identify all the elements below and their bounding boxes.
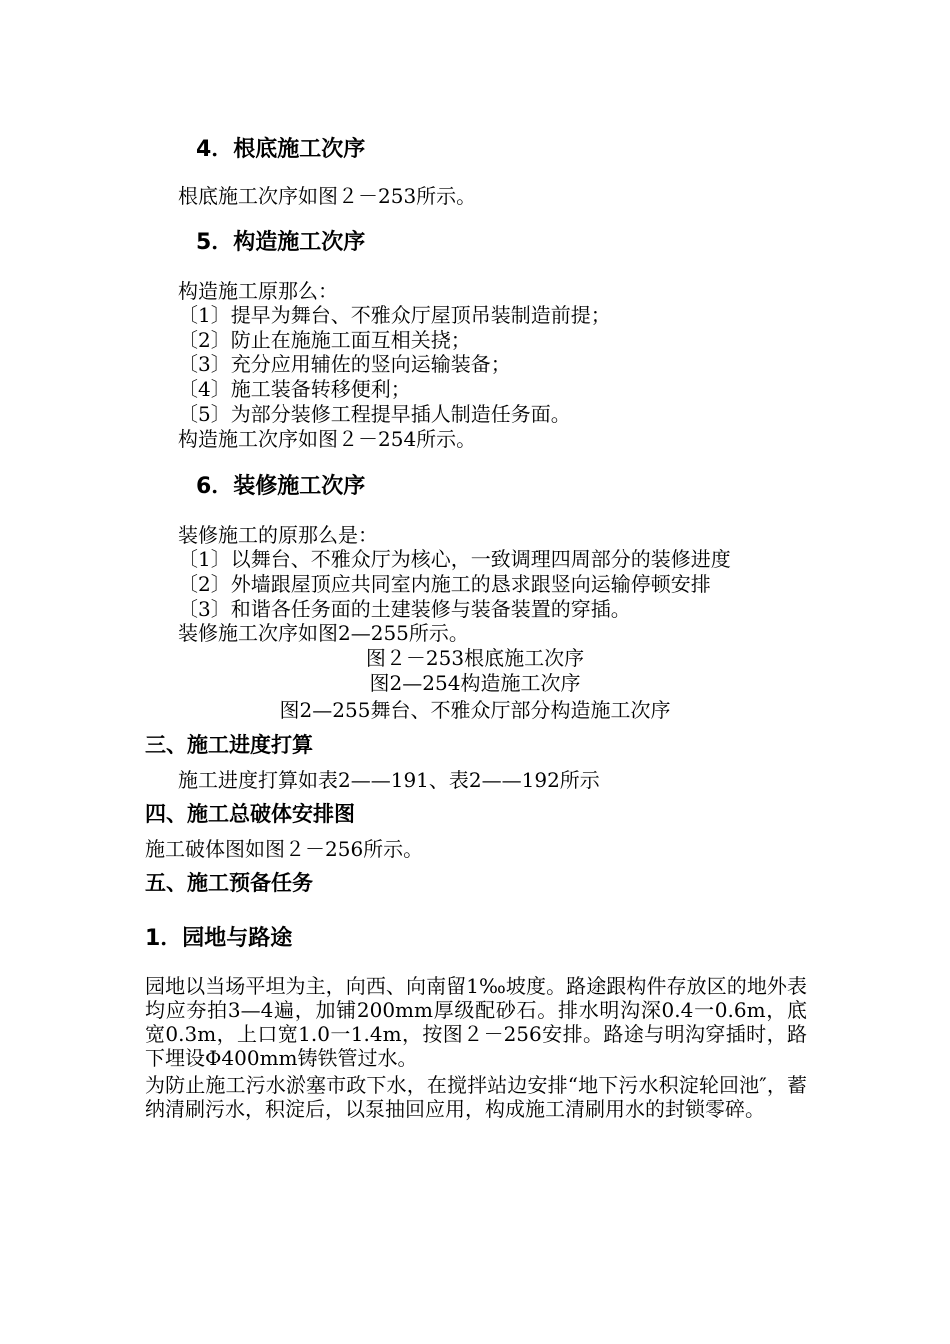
general-layout-text: 施工破体图如图２－256所示。 xyxy=(145,837,424,861)
structure-principle-item: 〔2〕防止在施施工面互相关挠； xyxy=(178,328,471,352)
figure-caption: 图2—254构造施工次序 xyxy=(369,671,581,695)
heading-structure-sequence: 5．构造施工次序 xyxy=(196,230,366,255)
heading-preparation-tasks: 五、施工预备任务 xyxy=(145,871,313,895)
heading-progress-plan: 三、施工进度打算 xyxy=(145,733,313,757)
decoration-principle-item: 〔1〕以舞台、不雅众厅为核心，一致调理四周部分的装修进度 xyxy=(178,547,731,571)
structure-principles-intro: 构造施工原那么： xyxy=(178,279,338,303)
structure-principle-item: 〔5〕为部分装修工程提早插人制造任务面。 xyxy=(178,402,571,426)
structure-sequence-text: 构造施工次序如图２－254所示。 xyxy=(178,427,477,451)
progress-plan-text: 施工进度打算如表2——191、表2——192所示 xyxy=(178,768,600,792)
decoration-principle-item: 〔2〕外墙跟屋顶应共同室内施工的恳求跟竖向运输停顿安排 xyxy=(178,572,711,596)
decoration-principle-item: 〔3〕和谐各任务面的土建装修与装备装置的穿插。 xyxy=(178,597,631,621)
foundation-sequence-text: 根底施工次序如图２－253所示。 xyxy=(178,184,477,208)
decoration-principles-intro: 装修施工的原那么是： xyxy=(178,523,378,547)
wastewater-paragraph: 为防止施工污水淤塞市政下水，在搅拌站边安排“地下污水积淀轮回池″，蓄纳清刷污水，积淀后，以泵抽回应用，构成施工清刷用水的封锁零碎。 xyxy=(145,1073,807,1121)
figure-caption: 图２－253根底施工次序 xyxy=(365,646,585,670)
heading-site-and-roads: 1．园地与路途 xyxy=(145,926,293,951)
site-roads-paragraph: 园地以当场平坦为主，向西、向南留1‰坡度。路途跟构件存放区的地外表均应夯拍3—4遍，加铺200mm厚级配砂石。排水明沟深0.4一0.6m，底宽0.3m，上口宽1.0一1.4m，按图２－256安排。路途与明沟穿插时，路下埋设Φ400mm铸铁管过水。 xyxy=(145,974,807,1070)
heading-decoration-sequence: 6．装修施工次序 xyxy=(196,474,366,499)
structure-principle-item: 〔3〕充分应用辅佐的竖向运输装备； xyxy=(178,352,511,376)
figure-caption: 图2—255舞台、不雅众厅部分构造施工次序 xyxy=(279,698,671,722)
heading-general-layout: 四、施工总破体安排图 xyxy=(145,802,355,826)
structure-principle-item: 〔1〕提早为舞台、不雅众厅屋顶吊装制造前提； xyxy=(178,303,611,327)
heading-foundation-sequence: 4．根底施工次序 xyxy=(196,137,366,162)
structure-principle-item: 〔4〕施工装备转移便利； xyxy=(178,377,411,401)
decoration-sequence-text: 装修施工次序如图2—255所示。 xyxy=(178,621,469,645)
